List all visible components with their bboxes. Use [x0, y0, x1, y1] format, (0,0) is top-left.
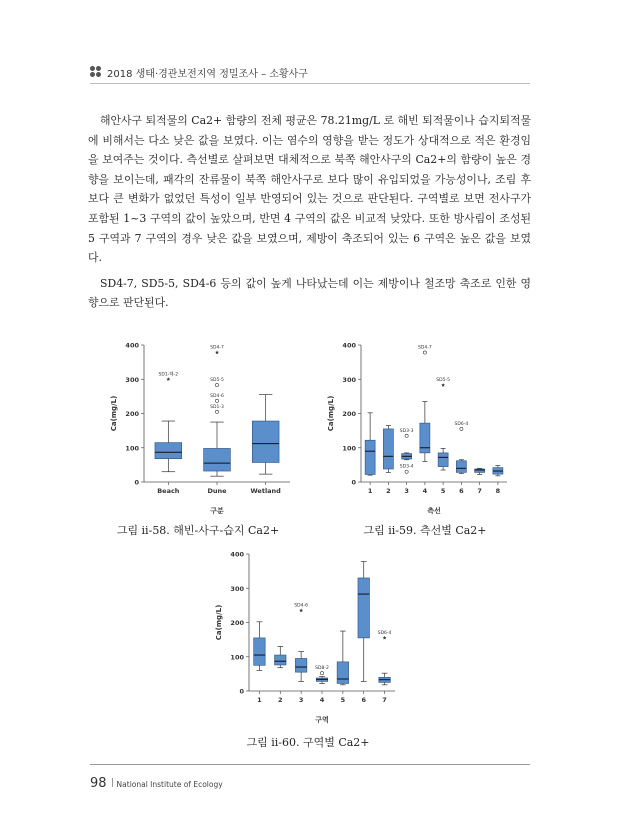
y-tick-label: 400	[230, 550, 244, 559]
x-tick-label: 3	[404, 487, 409, 495]
y-axis-label: Ca(mg/L)	[110, 395, 118, 432]
outlier-label: SD5-5	[210, 378, 224, 384]
outlier-label: SD3-4	[399, 464, 414, 470]
x-tick-label: 5	[340, 696, 346, 704]
paragraph-1: 해안사구 퇴적물의 Ca2+ 함량의 전체 평균은 78.21mg/L 로 해빈 퇴적물이나 습지퇴적물에 비해서는 다소 낮은 값을 보였다. 이는 염수의 영향을 받는 정도가 상대적으로 적은 환경임을 보여주는 것이다. 측선별로 살펴보면 대체적으로 북쪽 해안사구의 Ca2+의 함량이 높은 경향을 보이는데, 패각의 잔류물이 북쪽 해안사구로 보다 많이 유입되었을 가능성이나, 조림 후 보다 큰 변화가 없었던 특성이 일부 반영되어 있는 것으로 판단된다. 구역별로 보면 전사구가 포함된 1~3 구역의 값이 높았으며, 반면 4 구역의 값은 비교적 낮았다. 또한 방사림이 조성된 5 구역과 7 구역의 경우 낮은 값을 보였으며, 제방이 축조되어 있는 6 구역은 높은 값을 보였다.	[88, 114, 531, 265]
outlier-circle	[405, 470, 408, 473]
y-tick-label: 200	[342, 410, 356, 418]
paragraph-2: SD4-7, SD5-5, SD4-6 등의 값이 높게 나타났는데 이는 제방이나 철조망 축조로 인한 영향으로 판단된다.	[88, 276, 531, 310]
box-iqr	[275, 655, 286, 665]
outlier-star	[441, 383, 445, 387]
box-iqr	[252, 421, 279, 462]
x-axis-label: 측선	[427, 507, 441, 515]
x-tick-label: Dune	[207, 487, 227, 495]
outlier-label: SD5-5	[436, 378, 450, 384]
outlier-label: SD6-4	[377, 630, 392, 636]
outlier-label: SD1-3	[210, 404, 224, 410]
x-tick-label: 4	[319, 696, 325, 704]
x-tick-label: 3	[298, 696, 304, 704]
page-footer	[90, 772, 223, 790]
x-tick-label: 7	[382, 696, 387, 704]
outlier-star	[299, 609, 303, 613]
box-iqr	[254, 638, 265, 665]
y-tick-label: 0	[351, 478, 356, 487]
chart-svg	[213, 546, 403, 731]
boxplot-zone	[213, 546, 403, 731]
box-iqr	[383, 429, 393, 469]
x-tick-label: 6	[459, 487, 464, 495]
x-tick-label: 6	[361, 696, 366, 704]
x-axis-label: 구분	[210, 507, 224, 515]
box-iqr	[438, 453, 448, 467]
figure-caption-60: 그림 ⅱ-60. 구역별 Ca2+	[246, 736, 370, 749]
footer-rule	[90, 764, 530, 765]
outlier-circle	[405, 434, 408, 437]
x-tick-label: 1	[367, 487, 373, 495]
outlier-star	[383, 636, 387, 640]
box-iqr	[456, 461, 466, 473]
outlier-circle	[215, 410, 218, 413]
y-tick-label: 0	[239, 687, 244, 696]
running-header	[90, 64, 530, 82]
box-iqr	[420, 423, 430, 453]
outlier-label: SD4-6	[294, 603, 308, 609]
chart-svg	[108, 337, 298, 522]
x-tick-label: Wetland	[250, 487, 281, 495]
x-tick-label: Beach	[157, 487, 180, 495]
y-tick-label: 400	[342, 341, 356, 350]
outlier-label: SD6-4	[454, 421, 469, 427]
y-tick-label: 200	[230, 619, 244, 627]
y-tick-label: 300	[230, 584, 244, 593]
header-title: 2018 생태·경관보전지역 정밀조사 – 소황사구	[107, 69, 308, 80]
y-tick-label: 0	[134, 478, 139, 487]
y-axis-label: Ca(mg/L)	[215, 604, 223, 641]
figure-caption-58: 그림 ⅱ-58. 해빈-사구-습지 Ca2+	[116, 524, 280, 537]
boxplot-beach-dune-wetland	[108, 337, 298, 522]
y-tick-label: 200	[125, 410, 139, 418]
box-iqr	[337, 662, 348, 684]
outlier-label: SD3-3	[399, 428, 414, 434]
outlier-label: SD1-해-2	[158, 372, 179, 378]
x-axis-label: 구역	[315, 716, 329, 724]
outlier-circle	[423, 351, 426, 354]
x-tick-label: 7	[477, 487, 482, 495]
footer-org: National Institute of Ecology	[116, 780, 223, 789]
outlier-label: SD4-7	[418, 345, 432, 351]
x-tick-label: 4	[422, 487, 428, 495]
outlier-label: SD4-6	[210, 393, 224, 399]
outlier-star	[215, 351, 219, 355]
x-tick-label: 2	[386, 487, 391, 495]
outlier-circle	[320, 672, 323, 675]
x-tick-label: 5	[440, 487, 446, 495]
box-iqr	[155, 443, 182, 459]
y-tick-label: 300	[125, 375, 139, 384]
box-iqr	[365, 440, 375, 474]
x-tick-label: 1	[257, 696, 262, 704]
box-iqr	[204, 448, 231, 471]
y-tick-label: 100	[230, 653, 244, 662]
y-tick-label: 400	[125, 341, 139, 350]
figure-caption-59: 그림 ⅱ-59. 측선별 Ca2+	[363, 524, 487, 537]
outlier-label: SD8-2	[315, 666, 329, 672]
y-tick-label: 100	[342, 444, 356, 453]
boxplot-transect	[325, 337, 515, 522]
box-iqr	[295, 658, 306, 672]
outlier-label: SD4-7	[210, 345, 224, 351]
outlier-circle	[215, 399, 218, 402]
page-number: 98	[90, 776, 107, 791]
box-iqr	[358, 578, 369, 638]
x-tick-label: 8	[495, 487, 501, 495]
footer-separator	[112, 778, 113, 787]
y-axis-label: Ca(mg/L)	[327, 395, 335, 432]
chart-svg	[325, 337, 515, 522]
y-tick-label: 100	[125, 444, 139, 453]
header-rule	[90, 83, 530, 84]
outlier-circle	[215, 383, 218, 386]
y-tick-label: 300	[342, 375, 356, 384]
outlier-circle	[460, 427, 463, 430]
x-tick-label: 2	[278, 696, 283, 704]
outlier-star	[166, 377, 170, 381]
header-dots-icon	[90, 66, 102, 78]
box-iqr	[475, 469, 485, 472]
body-text	[88, 111, 531, 319]
